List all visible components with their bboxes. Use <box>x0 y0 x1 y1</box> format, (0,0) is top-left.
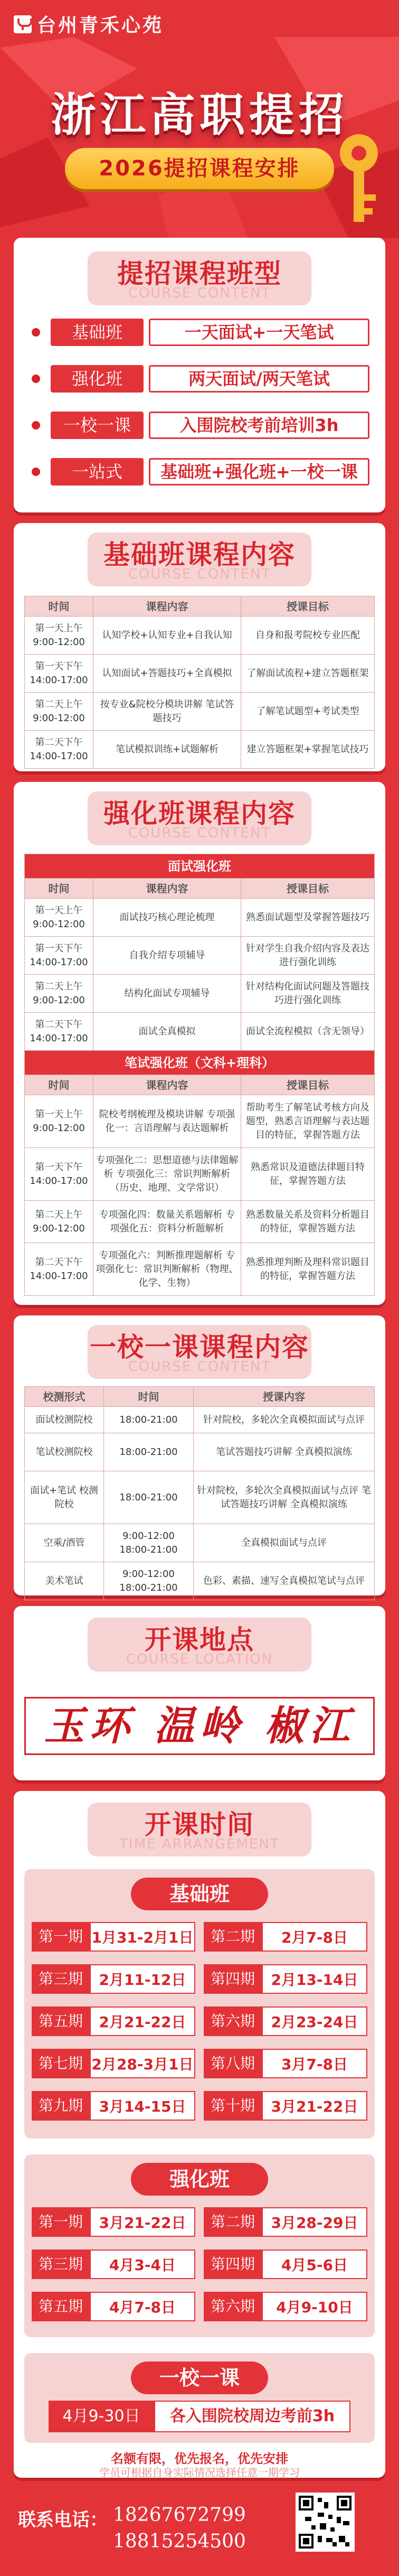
period-date: 2月13-14日 <box>262 1964 367 1994</box>
table-cell: 面试技巧核心理论梳理 <box>93 899 241 937</box>
table-cell: 自身和报考院校专业匹配 <box>241 617 375 655</box>
class-type-row <box>32 410 369 441</box>
table-header-row <box>25 596 375 617</box>
table-cell: 18:00-21:00 <box>104 1407 194 1433</box>
table-cell: 按专业&院校分模块讲解 笔试答题技巧 <box>93 693 241 731</box>
table-row <box>25 1013 375 1051</box>
period-label: 第七期 <box>32 2049 90 2078</box>
table-cell: 了解面试流程+建立答题框架 <box>241 655 375 693</box>
period-item <box>32 2091 195 2121</box>
table-cell: 专项强化四：数量关系题解析 专项强化五：资料分析题解析 <box>93 1201 241 1243</box>
col-header: 时间 <box>104 1387 194 1407</box>
period-date: 2月11-12日 <box>90 1964 195 1994</box>
schedule-note: 名额有限，优先报名，优先安排 <box>111 2451 288 2466</box>
table-row <box>25 1243 375 1296</box>
period-item <box>204 1922 367 1952</box>
written-band: 笔试强化班（文科+理科） <box>25 1051 375 1075</box>
period-item <box>204 2207 367 2237</box>
table-cell: 面试校测院校 <box>25 1407 104 1433</box>
period-label: 第八期 <box>204 2049 262 2078</box>
basic-heading <box>88 533 311 586</box>
one-school-course-card <box>14 1315 385 1595</box>
schedule-heading <box>88 1803 311 1856</box>
basic-schedule-label: 基础班 <box>131 1878 268 1910</box>
basic-course-table <box>24 596 375 769</box>
period-item <box>204 2006 367 2036</box>
table-cell: 第一天上午 9:00-12:00 <box>25 899 93 937</box>
col-header: 时间 <box>25 596 93 617</box>
period-date: 2月21-22日 <box>90 2006 195 2036</box>
table-cell: 空乘/酒管 <box>25 1524 104 1562</box>
class-type-desc: 基础班+强化班+一校一课 <box>149 458 369 486</box>
key-icon <box>332 131 385 226</box>
period-item <box>32 2292 195 2321</box>
intensive-course-table <box>24 854 375 1296</box>
table-cell: 院校考纲梳理及模块讲解 专项强化一：言语理解与表达题解析 <box>93 1095 241 1148</box>
period-label: 第四期 <box>204 2250 262 2279</box>
period-label: 第一期 <box>32 1922 90 1952</box>
basic-schedule-box <box>24 1869 375 2139</box>
table-header-row <box>25 879 375 899</box>
table-row <box>25 1148 375 1201</box>
class-type-row <box>32 363 369 394</box>
period-date: 1月31-2月1日 <box>90 1922 195 1952</box>
class-type-name: 一站式 <box>51 458 144 486</box>
one-school-detail: 各入围院校周边考前3h <box>154 2401 350 2432</box>
table-row <box>25 693 375 731</box>
table-cell: 建立答题框架+掌握笔试技巧 <box>241 731 375 769</box>
class-type-name: 一校一课 <box>51 412 144 439</box>
col-header: 时间 <box>25 1075 93 1095</box>
table-cell: 第一天下午 14:00-17:00 <box>25 655 93 693</box>
table-cell: 自我介绍专项辅导 <box>93 937 241 975</box>
period-item <box>32 1922 195 1952</box>
bullet-dot-icon <box>32 468 40 476</box>
table-row <box>25 617 375 655</box>
schedule-title: 开课时间 <box>145 1809 254 1840</box>
period-label: 第十期 <box>204 2091 262 2121</box>
table-cell: 针对结构化面试问题及答题技巧进行强化训练 <box>241 975 375 1013</box>
location-places: 玉环 温岭 椒江 <box>24 1697 375 1755</box>
basic-ghost: COURSE CONTENT <box>128 566 271 582</box>
class-types-card <box>14 238 385 512</box>
schedule-subnote: 学员可根据自身实际情况选择任意一期学习 <box>99 2466 300 2479</box>
table-cell: 笔试模拟训练+试题解析 <box>93 731 241 769</box>
period-item <box>32 2207 195 2237</box>
col-header: 授课目标 <box>241 879 375 899</box>
period-date: 4月7-8日 <box>90 2292 195 2321</box>
table-cell: 18:00-21:00 <box>104 1433 194 1471</box>
bullet-dot-icon <box>32 421 40 430</box>
hero-banner <box>0 37 399 238</box>
table-cell: 色彩、素描、速写全真模拟笔试与点评 <box>194 1562 375 1600</box>
table-row <box>25 975 375 1013</box>
table-cell: 认知面试+答题技巧+全真模拟 <box>93 655 241 693</box>
table-row <box>25 731 375 769</box>
intensive-schedule-box <box>24 2154 375 2337</box>
location-title: 开课地点 <box>145 1625 254 1655</box>
one-school-heading <box>88 1325 311 1379</box>
schedule-ghost: TIME ARRANGEMENT <box>119 1836 280 1852</box>
table-cell: 针对院校，多轮次全真模拟面试与点评 <box>194 1407 375 1433</box>
one-school-table <box>24 1386 375 1600</box>
period-label: 第二期 <box>204 2207 262 2237</box>
table-row <box>25 1562 375 1600</box>
table-cell: 全真模拟面试与点评 <box>194 1524 375 1562</box>
period-item <box>204 2292 367 2321</box>
table-row <box>25 1433 375 1471</box>
intensive-ghost: COURSE CONTENT <box>128 825 271 841</box>
period-date: 2月7-8日 <box>262 1922 367 1952</box>
table-row <box>25 1201 375 1243</box>
period-item <box>32 2049 195 2078</box>
period-label: 第五期 <box>32 2292 90 2321</box>
table-header-row <box>25 1075 375 1095</box>
table-row <box>25 1095 375 1148</box>
schedule-card <box>14 1791 385 2478</box>
table-cell: 第一天下午 14:00-17:00 <box>25 937 93 975</box>
table-cell: 第一天下午 14:00-17:00 <box>25 1148 93 1201</box>
class-types-heading <box>88 251 311 305</box>
table-cell: 第一天上午 9:00-12:00 <box>25 617 93 655</box>
band-row <box>25 854 375 879</box>
period-label: 第六期 <box>204 2006 262 2036</box>
contact-label: 联系电话： <box>18 2509 108 2531</box>
period-item <box>204 2250 367 2279</box>
period-date: 2月28-3月1日 <box>90 2049 195 2078</box>
period-label: 第四期 <box>204 1964 262 1994</box>
class-type-row <box>32 456 369 487</box>
period-item <box>32 2250 195 2279</box>
intensive-heading <box>88 791 311 845</box>
brand-name: 台州青禾心苑 <box>37 15 164 36</box>
table-cell: 9:00-12:00 18:00-21:00 <box>104 1562 194 1600</box>
table-cell: 认知学校+认知专业+自我认知 <box>93 617 241 655</box>
col-header: 课程内容 <box>93 879 241 899</box>
table-cell: 面试全流程模拟（含无领导） <box>241 1013 375 1051</box>
table-cell: 笔试校测院校 <box>25 1433 104 1471</box>
period-label: 第一期 <box>32 2207 90 2237</box>
col-header: 授课内容 <box>194 1387 375 1407</box>
interview-band: 面试强化班 <box>25 854 375 879</box>
class-type-desc: 两天面试/两天笔试 <box>149 365 369 393</box>
col-header: 授课目标 <box>241 596 375 617</box>
table-cell: 帮助考生了解笔试考核方向及题型，熟悉言语理解与表达题目的特征，掌握答题方法 <box>241 1095 375 1148</box>
table-cell: 针对学生自我介绍内容及表达进行强化训练 <box>241 937 375 975</box>
contact-phone[interactable]: 18815254500 <box>113 2531 246 2552</box>
table-row <box>25 899 375 937</box>
period-item <box>204 1964 367 1994</box>
class-type-desc: 入围院校考前培训3h <box>149 412 369 439</box>
table-cell: 熟悉推理判断及理科常识题目的特征，掌握答题方法 <box>241 1243 375 1296</box>
col-header: 授课目标 <box>241 1075 375 1095</box>
table-row <box>25 655 375 693</box>
qr-code-icon <box>299 2496 352 2549</box>
table-cell: 第二天下午 14:00-17:00 <box>25 1013 93 1051</box>
period-date: 4月5-6日 <box>262 2250 367 2279</box>
basic-course-card <box>14 523 385 771</box>
one-school-schedule-label: 一校一课 <box>131 2362 268 2394</box>
table-cell: 针对院校，多轮次全真模拟面试与点评 笔试答题技巧讲解 全真模拟演练 <box>194 1471 375 1524</box>
table-row <box>25 1471 375 1524</box>
table-cell: 第二天下午 14:00-17:00 <box>25 1243 93 1296</box>
table-cell: 专项强化六：判断推理题解析 专项强化七：常识判断解析（物理、化学、生物） <box>93 1243 241 1296</box>
period-item <box>204 2049 367 2078</box>
table-cell: 了解笔试题型+考试类型 <box>241 693 375 731</box>
table-cell: 第一天上午 9:00-12:00 <box>25 1095 93 1148</box>
period-label: 第二期 <box>204 1922 262 1952</box>
table-row <box>25 937 375 975</box>
table-cell: 9:00-12:00 18:00-21:00 <box>104 1524 194 1562</box>
table-cell: 熟悉数量关系及资料分析题目的特征，掌握答题方法 <box>241 1201 375 1243</box>
table-cell: 第二天上午 9:00-12:00 <box>25 693 93 731</box>
period-date: 3月28-29日 <box>262 2207 367 2237</box>
table-cell: 第二天上午 9:00-12:00 <box>25 1201 93 1243</box>
col-header: 时间 <box>25 879 93 899</box>
location-ghost: COURSE LOCATION <box>126 1651 273 1667</box>
contact-phone[interactable]: 18267672799 <box>113 2504 246 2526</box>
class-type-row <box>32 317 369 348</box>
table-cell: 熟悉常识及道德法律题目特征，掌握答题方法 <box>241 1148 375 1201</box>
class-type-name: 强化班 <box>51 365 144 393</box>
hero-subtitle: 2026提招课程安排 <box>65 148 334 189</box>
period-date: 3月14-15日 <box>90 2091 195 2121</box>
period-item <box>32 2006 195 2036</box>
bullet-dot-icon <box>32 375 40 383</box>
table-header-row <box>25 1387 375 1407</box>
intensive-course-card <box>14 782 385 1305</box>
brand-logo-icon <box>14 15 32 33</box>
period-label: 第九期 <box>32 2091 90 2121</box>
class-type-name: 基础班 <box>51 319 144 346</box>
class-type-desc: 一天面试+一天笔试 <box>149 319 369 346</box>
table-row <box>25 1407 375 1433</box>
period-date: 3月7-8日 <box>262 2049 367 2078</box>
period-label: 第六期 <box>204 2292 262 2321</box>
footer <box>0 2483 399 2576</box>
one-school-ghost: COURSE CONTENT <box>128 1359 271 1375</box>
period-label: 第三期 <box>32 2250 90 2279</box>
table-cell: 结构化面试专项辅导 <box>93 975 241 1013</box>
band-row <box>25 1051 375 1075</box>
period-date: 4月9-10日 <box>262 2292 367 2321</box>
period-label: 第三期 <box>32 1964 90 1994</box>
one-school-title: 一校一课课程内容 <box>90 1332 309 1362</box>
table-cell: 第二天上午 9:00-12:00 <box>25 975 93 1013</box>
table-cell: 熟悉面试题型及掌握答题技巧 <box>241 899 375 937</box>
table-cell: 第二天下午 14:00-17:00 <box>25 731 93 769</box>
bullet-dot-icon <box>32 328 40 337</box>
location-heading <box>88 1618 311 1672</box>
period-date: 4月3-4日 <box>90 2250 195 2279</box>
basic-title: 基础班课程内容 <box>103 539 296 570</box>
class-types-ghost: COURSE CONTENT <box>128 285 271 301</box>
period-label: 第五期 <box>32 2006 90 2036</box>
table-cell: 笔试答题技巧讲解 全真模拟演练 <box>194 1433 375 1471</box>
col-header: 课程内容 <box>93 596 241 617</box>
col-header: 校测形式 <box>25 1387 104 1407</box>
period-date: 2月23-24日 <box>262 2006 367 2036</box>
one-school-dates: 4月9-30日 <box>49 2401 154 2432</box>
qr-code[interactable] <box>296 2493 355 2552</box>
period-item <box>32 1964 195 1994</box>
period-date: 3月21-22日 <box>262 2091 367 2121</box>
intensive-schedule-label: 强化班 <box>131 2163 268 2196</box>
period-date: 3月21-22日 <box>90 2207 195 2237</box>
table-cell: 面试全真模拟 <box>93 1013 241 1051</box>
table-cell: 美术笔试 <box>25 1562 104 1600</box>
class-types-title: 提招课程班型 <box>117 258 282 289</box>
table-cell: 18:00-21:00 <box>104 1471 194 1524</box>
col-header: 课程内容 <box>93 1075 241 1095</box>
one-school-schedule-row <box>49 2401 350 2432</box>
period-item <box>204 2091 367 2121</box>
intensive-title: 强化班课程内容 <box>103 798 296 829</box>
hero-title: 浙江高职提招 <box>51 89 348 142</box>
table-cell: 专项强化二：思想道德与法律题解析 专项强化三：常识判断解析（历史、地理、文学常识） <box>93 1148 241 1201</box>
one-school-schedule-box <box>24 2353 375 2443</box>
table-row <box>25 1524 375 1562</box>
location-card <box>14 1606 385 1780</box>
brand <box>14 11 164 38</box>
table-cell: 面试+笔试 校测院校 <box>25 1471 104 1524</box>
